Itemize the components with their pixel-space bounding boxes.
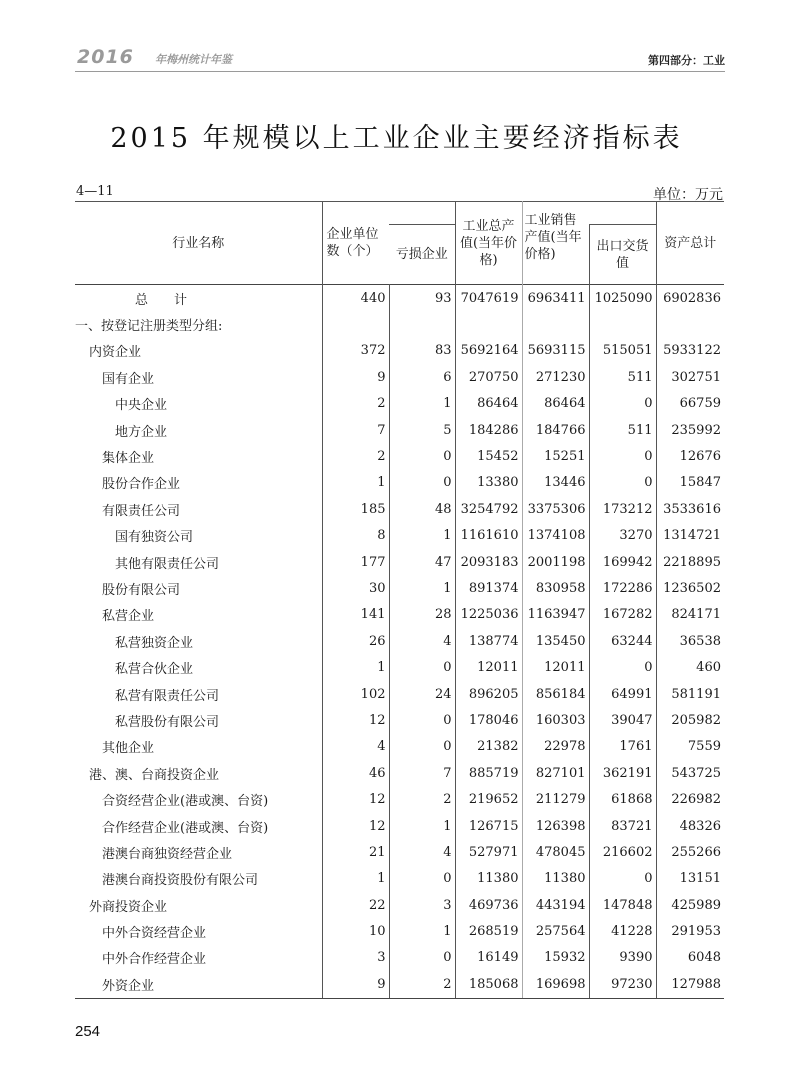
cell-units: 1	[322, 866, 389, 892]
row-industry-name: 港澳台商投资股份有限公司	[102, 873, 259, 889]
row-industry-name: 合资经营企业(港或澳、台资)	[102, 794, 269, 810]
cell-sales-output: 1374108	[522, 523, 589, 549]
cell-units: 22	[322, 892, 389, 918]
table-row	[75, 945, 724, 971]
cell-loss: 48	[389, 496, 455, 522]
header-spacer	[389, 202, 455, 225]
cell-loss: 0	[389, 866, 455, 892]
cell-loss: 2	[389, 971, 455, 998]
table-row	[75, 523, 724, 549]
cell-gross-output: 7047619	[455, 285, 522, 312]
page-title: 2015 年规模以上工业企业主要经济指标表	[110, 123, 683, 154]
cell-sales-output: 86464	[522, 391, 589, 417]
cell-gross-output: 1225036	[455, 602, 522, 628]
page-number: 254	[75, 1023, 101, 1040]
row-industry-name: 中外合作经营企业	[102, 952, 207, 968]
cell-units: 2	[322, 391, 389, 417]
cell-sales-output: 15932	[522, 945, 589, 971]
table-row	[75, 654, 724, 680]
cell-export: 0	[589, 443, 656, 469]
cell-loss: 93	[389, 285, 455, 312]
table-row	[75, 813, 724, 839]
cell-loss: 47	[389, 549, 455, 575]
cell-units: 9	[322, 971, 389, 998]
table-row	[75, 443, 724, 469]
cell-gross-output: 2093183	[455, 549, 522, 575]
cell-gross-output: 3254792	[455, 496, 522, 522]
cell-assets: 824171	[656, 602, 724, 628]
row-industry-name: 股份合作企业	[102, 477, 181, 493]
cell-export: 167282	[589, 602, 656, 628]
cell-sales-output: 126398	[522, 813, 589, 839]
cell-units: 21	[322, 839, 389, 865]
row-industry-name: 外商投资企业	[89, 899, 168, 915]
row-industry-name: 地方企业	[115, 424, 168, 440]
cell-export: 216602	[589, 839, 656, 865]
table-row	[75, 971, 724, 998]
table-row	[75, 918, 724, 944]
cell-export: 147848	[589, 892, 656, 918]
cell-export: 169942	[589, 549, 656, 575]
cell-sales-output: 478045	[522, 839, 589, 865]
cell-gross-output	[455, 311, 522, 337]
cell-assets: 543725	[656, 760, 724, 786]
cell-sales-output: 827101	[522, 760, 589, 786]
cell-loss: 0	[389, 707, 455, 733]
cell-gross-output: 11380	[455, 866, 522, 892]
table-body	[75, 285, 724, 999]
cell-export: 9390	[589, 945, 656, 971]
cell-gross-output: 138774	[455, 628, 522, 654]
cell-units	[322, 311, 389, 337]
header-sales-output: 工业销售产值(当年价格)	[522, 202, 589, 285]
cell-assets: 6902836	[656, 285, 724, 312]
cell-sales-output: 1163947	[522, 602, 589, 628]
header-loss-enterprises: 亏损企业	[389, 225, 455, 285]
cell-assets	[656, 311, 724, 337]
cell-units: 3	[322, 945, 389, 971]
row-industry-name: 港、澳、台商投资企业	[89, 767, 220, 783]
cell-units: 12	[322, 786, 389, 812]
cell-gross-output: 21382	[455, 734, 522, 760]
cell-gross-output: 126715	[455, 813, 522, 839]
yearbook-logo-name: 年梅州统计年鉴	[155, 53, 232, 66]
table-row	[75, 866, 724, 892]
cell-sales-output: 856184	[522, 681, 589, 707]
cell-assets: 66759	[656, 391, 724, 417]
cell-gross-output: 86464	[455, 391, 522, 417]
row-industry-name: 股份有限公司	[102, 582, 181, 598]
table-row	[75, 707, 724, 733]
row-industry-name: 其他企业	[102, 741, 155, 757]
row-industry-name: 私营企业	[102, 609, 155, 625]
cell-loss: 4	[389, 628, 455, 654]
cell-loss: 1	[389, 575, 455, 601]
row-industry-name: 内资企业	[89, 345, 142, 361]
cell-sales-output: 13446	[522, 470, 589, 496]
cell-loss: 1	[389, 918, 455, 944]
running-head	[75, 46, 725, 70]
cell-sales-output: 11380	[522, 866, 589, 892]
cell-assets: 13151	[656, 866, 724, 892]
cell-gross-output: 891374	[455, 575, 522, 601]
cell-loss: 24	[389, 681, 455, 707]
cell-sales-output	[522, 311, 589, 337]
cell-gross-output: 5692164	[455, 338, 522, 364]
table-row	[75, 575, 724, 601]
cell-export: 0	[589, 866, 656, 892]
table-row	[75, 628, 724, 654]
cell-export: 63244	[589, 628, 656, 654]
table-number: 4—11	[76, 184, 114, 199]
cell-assets: 48326	[656, 813, 724, 839]
cell-units: 1	[322, 654, 389, 680]
table-row	[75, 496, 724, 522]
cell-units: 12	[322, 813, 389, 839]
cell-units: 102	[322, 681, 389, 707]
cell-assets: 226982	[656, 786, 724, 812]
row-industry-name: 外资企业	[75, 971, 322, 998]
cell-export	[589, 311, 656, 337]
header-total-assets: 资产总计	[656, 202, 724, 285]
row-industry-name: 国有企业	[102, 371, 155, 387]
cell-gross-output: 219652	[455, 786, 522, 812]
header-gross-output: 工业总产值(当年价格)	[455, 202, 522, 285]
cell-sales-output: 5693115	[522, 338, 589, 364]
cell-loss: 0	[389, 734, 455, 760]
row-industry-name: 有限责任公司	[102, 503, 181, 519]
cell-loss: 1	[389, 813, 455, 839]
cell-units: 372	[322, 338, 389, 364]
row-industry-name: 中央企业	[115, 398, 168, 414]
cell-sales-output: 3375306	[522, 496, 589, 522]
row-industry-name: 私营股份有限公司	[115, 714, 220, 730]
cell-assets: 302751	[656, 364, 724, 390]
cell-loss: 1	[389, 523, 455, 549]
cell-loss: 7	[389, 760, 455, 786]
row-industry-name	[75, 285, 322, 312]
yearbook-logo-year: 2016	[77, 46, 134, 68]
cell-assets: 5933122	[656, 338, 724, 364]
table-row	[75, 311, 724, 337]
cell-export: 172286	[589, 575, 656, 601]
row-industry-name: 私营独资企业	[115, 635, 194, 651]
row-industry-name: 私营合伙企业	[115, 662, 194, 678]
unit-label: 单位：万元	[653, 187, 723, 203]
cell-assets: 7559	[656, 734, 724, 760]
cell-gross-output: 185068	[455, 971, 522, 998]
cell-loss: 83	[389, 338, 455, 364]
cell-loss: 4	[389, 839, 455, 865]
cell-assets: 1314721	[656, 523, 724, 549]
cell-gross-output: 184286	[455, 417, 522, 443]
cell-sales-output: 271230	[522, 364, 589, 390]
cell-gross-output: 15452	[455, 443, 522, 469]
cell-export: 0	[589, 654, 656, 680]
row-industry-name: 港澳台商独资经营企业	[102, 846, 233, 862]
row-industry-name: 中外合资经营企业	[102, 926, 207, 942]
table-row	[75, 417, 724, 443]
header-export-value: 出口交货值	[589, 225, 656, 285]
cell-export: 0	[589, 470, 656, 496]
cell-export: 515051	[589, 338, 656, 364]
cell-assets: 3533616	[656, 496, 724, 522]
table-row	[75, 285, 724, 312]
table-row	[75, 892, 724, 918]
cell-sales-output: 12011	[522, 654, 589, 680]
cell-gross-output: 268519	[455, 918, 522, 944]
cell-loss: 3	[389, 892, 455, 918]
cell-gross-output: 16149	[455, 945, 522, 971]
cell-assets: 15847	[656, 470, 724, 496]
indicators-table	[75, 201, 724, 999]
cell-gross-output: 12011	[455, 654, 522, 680]
cell-export: 0	[589, 391, 656, 417]
cell-loss: 0	[389, 654, 455, 680]
table-row	[75, 364, 724, 390]
cell-export: 64991	[589, 681, 656, 707]
cell-assets: 36538	[656, 628, 724, 654]
section-label: 第四部分：工业	[648, 54, 725, 67]
cell-units: 8	[322, 523, 389, 549]
cell-assets: 205982	[656, 707, 724, 733]
row-industry-name: 私营有限责任公司	[115, 688, 220, 704]
cell-export: 97230	[589, 971, 656, 998]
total-label: 总 计	[135, 292, 188, 308]
cell-sales-output: 6963411	[522, 285, 589, 312]
cell-gross-output: 885719	[455, 760, 522, 786]
cell-assets: 460	[656, 654, 724, 680]
cell-sales-output: 443194	[522, 892, 589, 918]
cell-export: 3270	[589, 523, 656, 549]
cell-assets: 12676	[656, 443, 724, 469]
table-row	[75, 549, 724, 575]
cell-units: 4	[322, 734, 389, 760]
cell-units: 2	[322, 443, 389, 469]
cell-units: 177	[322, 549, 389, 575]
table-row	[75, 602, 724, 628]
table-row	[75, 681, 724, 707]
cell-loss: 6	[389, 364, 455, 390]
cell-assets: 127988	[656, 971, 724, 998]
cell-units: 141	[322, 602, 389, 628]
cell-export: 61868	[589, 786, 656, 812]
cell-sales-output: 15251	[522, 443, 589, 469]
row-industry-name: 一、按登记注册类型分组:	[75, 319, 223, 335]
cell-loss: 2	[389, 786, 455, 812]
cell-sales-output: 160303	[522, 707, 589, 733]
cell-gross-output: 13380	[455, 470, 522, 496]
cell-gross-output: 270750	[455, 364, 522, 390]
cell-gross-output: 896205	[455, 681, 522, 707]
cell-units: 26	[322, 628, 389, 654]
cell-assets: 425989	[656, 892, 724, 918]
cell-assets: 581191	[656, 681, 724, 707]
cell-export: 362191	[589, 760, 656, 786]
cell-units: 30	[322, 575, 389, 601]
cell-units: 7	[322, 417, 389, 443]
cell-assets: 1236502	[656, 575, 724, 601]
cell-export: 511	[589, 364, 656, 390]
row-industry-name: 其他有限责任公司	[115, 556, 220, 572]
header-spacer	[589, 202, 656, 225]
cell-gross-output: 1161610	[455, 523, 522, 549]
cell-sales-output: 169698	[522, 971, 589, 998]
cell-loss: 1	[389, 391, 455, 417]
cell-sales-output: 135450	[522, 628, 589, 654]
cell-loss: 0	[389, 470, 455, 496]
cell-loss: 28	[389, 602, 455, 628]
header-rule	[75, 71, 725, 72]
table-row	[75, 470, 724, 496]
table-row	[75, 839, 724, 865]
cell-gross-output: 527971	[455, 839, 522, 865]
cell-export: 83721	[589, 813, 656, 839]
cell-units: 1	[322, 470, 389, 496]
cell-sales-output: 830958	[522, 575, 589, 601]
cell-assets: 235992	[656, 417, 724, 443]
cell-export: 1025090	[589, 285, 656, 312]
row-industry-name: 国有独资公司	[115, 530, 194, 546]
header-industry-name: 行业名称	[172, 235, 225, 251]
table-row	[75, 338, 724, 364]
cell-assets: 291953	[656, 918, 724, 944]
cell-sales-output: 2001198	[522, 549, 589, 575]
cell-units: 10	[322, 918, 389, 944]
cell-assets: 2218895	[656, 549, 724, 575]
cell-units: 185	[322, 496, 389, 522]
cell-assets: 255266	[656, 839, 724, 865]
cell-export: 1761	[589, 734, 656, 760]
table-row	[75, 786, 724, 812]
cell-assets: 6048	[656, 945, 724, 971]
table-row	[75, 391, 724, 417]
cell-export: 173212	[589, 496, 656, 522]
cell-sales-output: 184766	[522, 417, 589, 443]
cell-sales-output: 211279	[522, 786, 589, 812]
cell-units: 440	[322, 285, 389, 312]
cell-loss: 0	[389, 443, 455, 469]
cell-gross-output: 178046	[455, 707, 522, 733]
row-industry-name: 合作经营企业(港或澳、台资)	[102, 820, 269, 836]
cell-loss: 5	[389, 417, 455, 443]
table-row	[75, 760, 724, 786]
header-enterprise-units: 企业单位数（个）	[322, 202, 389, 285]
row-industry-name: 集体企业	[102, 451, 155, 467]
cell-sales-output: 22978	[522, 734, 589, 760]
cell-loss: 0	[389, 945, 455, 971]
cell-export: 41228	[589, 918, 656, 944]
table-row	[75, 734, 724, 760]
cell-gross-output: 469736	[455, 892, 522, 918]
cell-export: 39047	[589, 707, 656, 733]
cell-loss	[389, 311, 455, 337]
cell-sales-output: 257564	[522, 918, 589, 944]
cell-units: 9	[322, 364, 389, 390]
cell-export: 511	[589, 417, 656, 443]
cell-units: 12	[322, 707, 389, 733]
cell-units: 46	[322, 760, 389, 786]
